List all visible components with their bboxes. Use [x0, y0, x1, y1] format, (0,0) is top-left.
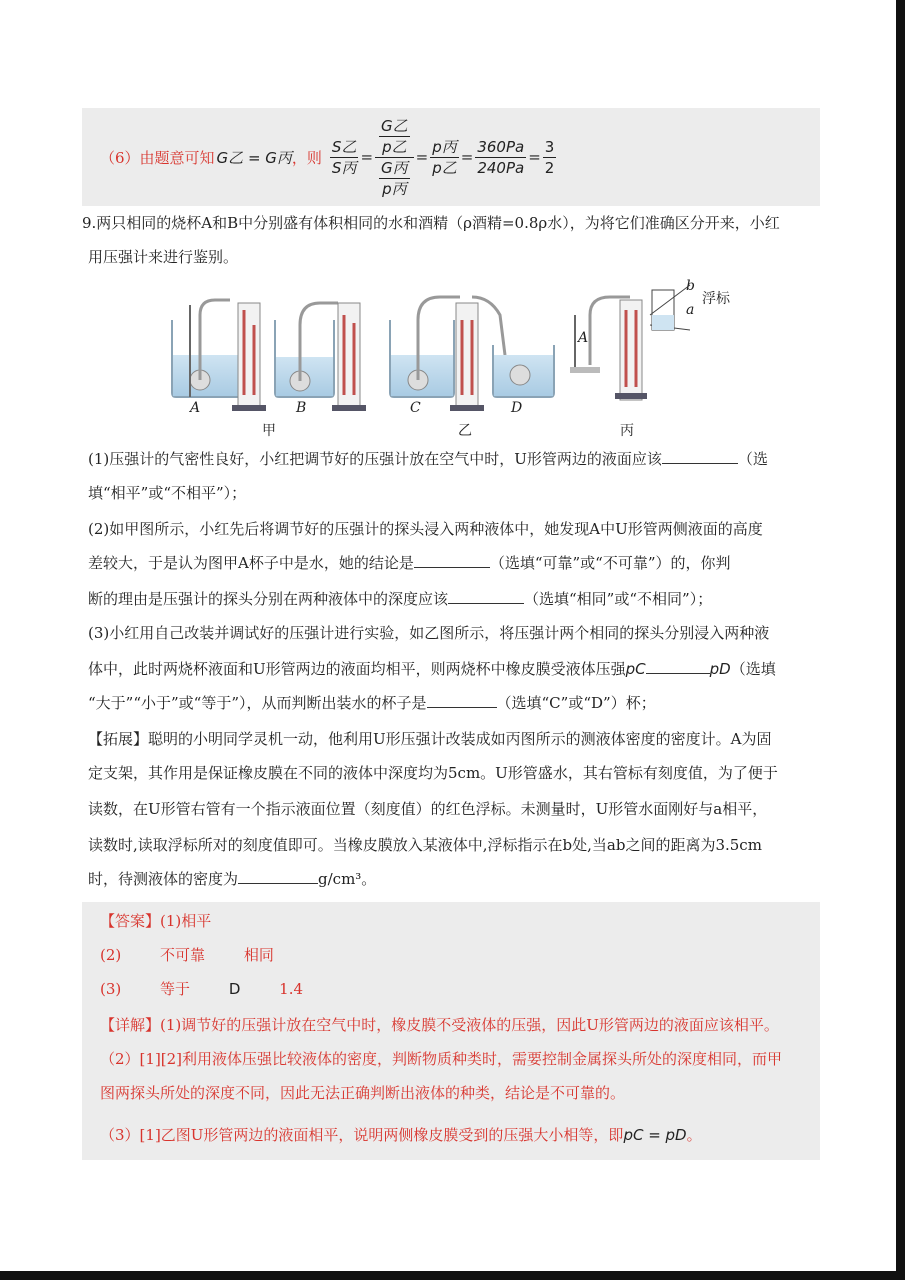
label-mark-b: b: [686, 278, 695, 294]
caption-bing: 丙: [620, 423, 634, 439]
q9-s2-line3: 断的理由是压强计的探头分别在两种液体中的深度应该 （选填“相同”或“不相同”）；: [88, 590, 713, 608]
fraction-result: $\frac{3}{2}$: [544, 137, 555, 177]
answer-line2: (2) 不可靠 相同: [100, 946, 274, 964]
fraction-p: $\frac{\text{p丙}}{\text{p乙}}$: [432, 137, 457, 177]
q9-s2-line2: 差较大，于是认为图甲A杯子中是水，她的结论是 （选填“可靠”或“不可靠”）的，你判: [88, 554, 731, 572]
label-float: 浮标: [702, 291, 730, 307]
q9-s3-line1: (3)小红用自己改装并调试好的压强计进行实验，如乙图所示，将压强计两个相同的探头分别浸入两种液: [88, 624, 770, 642]
part6-eq-left: G乙 = G丙: [216, 148, 292, 167]
detail-line1: 【详解】(1)调节好的压强计放在空气中时，橡皮膜不受液体的压强，因此U形管两边的液面应该相平。: [100, 1016, 779, 1034]
q9-s1-line2: 填“相平”或“不相平”）；: [88, 484, 247, 502]
q9-stem-line2: 用压强计来进行鉴别。: [88, 248, 239, 266]
fraction-g-over-p: $\frac{\frac{\text{G乙}}{\text{p乙}}}{\frac{\text{G丙}}{\text{p丙}}}$: [375, 116, 414, 199]
answer-blank-6[interactable]: [238, 869, 318, 884]
q9-ext-line5: 时，待测液体的密度为 g/cm³。: [88, 870, 377, 888]
label-beaker-d: D: [511, 400, 523, 416]
detail-line3: 图两探头所处的深度不同，因此无法正确判断出液体的种类，结论是不可靠的。: [100, 1084, 626, 1102]
part6-formula: （6）由题意可知 G乙 = G丙 ，则 $\frac{\text{S乙}}{\text{S丙}}$ = $\frac{\frac{\text{G乙}}{\text{p乙}}}{\frac{\text{G丙}}{\text{p丙}}}$ = $\frac{\text{p丙}}{\text{p乙}}$ = $\frac{360Pa}{240Pa}$ = $\frac{3}{2}$: [100, 116, 555, 198]
q9-s1-line1: (1)压强计的气密性良好，小红把调节好的压强计放在空气中时，U形管两边的液面应该 （选: [88, 450, 768, 468]
answer-blank-4[interactable]: [646, 659, 710, 674]
answer-line1: 【答案】(1)相平: [100, 912, 212, 930]
gauge-group-jia: [172, 300, 266, 411]
q9-ext-line4: 读数时,读取浮标所对的刻度值即可。当橡皮膜放入某液体中,浮标指示在b处,当ab之间的距离为3.5cm: [88, 836, 762, 854]
gauge-group-jia-2: [275, 303, 366, 411]
q9-s2-line1: (2)如甲图所示，小红先后将调节好的压强计的探头浸入两种液体中，她发现A中U形管两侧液面的高度: [88, 520, 763, 538]
answer-line3: (3) 等于 D 1.4: [100, 980, 304, 998]
answer-blank-5[interactable]: [427, 693, 497, 708]
page-border-bottom: [0, 1271, 905, 1280]
page-border-right: [896, 0, 905, 1280]
q9-ext-line1: 【拓展】聪明的小明同学灵机一动，他利用U形压强计改装成如丙图所示的测液体密度的密度计。A为固: [88, 730, 772, 748]
label-beaker-a: A: [190, 400, 201, 416]
fraction-s: $\frac{\text{S乙}}{\text{S丙}}$: [331, 137, 357, 177]
part6-lead: （6）由题意可知: [100, 148, 215, 167]
caption-yi: 乙: [458, 423, 472, 439]
answer-blank-2[interactable]: [414, 553, 490, 568]
fraction-pa: $\frac{360Pa}{240Pa}$: [477, 137, 525, 177]
label-support-a: A: [578, 330, 589, 346]
detail-line4: （3）[1]乙图U形管两边的液面相平，说明两侧橡皮膜受到的压强大小相等，即pC = pD。: [100, 1126, 702, 1144]
q9-stem-line1: 9.两只相同的烧杯A和B中分别盛有体积相同的水和酒精（ρ酒精=0.8ρ水），为将它们准确区分开来，小红: [82, 214, 780, 232]
answer-blank-3[interactable]: [448, 589, 524, 604]
label-beaker-c: C: [410, 400, 421, 416]
gauge-group-yi: [390, 297, 554, 411]
pressure-gauge-figure: [160, 275, 760, 440]
q9-ext-line2: 定支架，其作用是保证橡皮膜在不同的液体中深度均为5cm。U形管盛水，其右管标有刻度值，为了便于: [88, 764, 778, 782]
answer-blank-1[interactable]: [662, 449, 738, 464]
part6-then: ，则: [291, 148, 322, 167]
label-beaker-b: B: [296, 400, 307, 416]
q9-s3-line3: “大于”“小于”或“等于”），从而判断出装水的杯子是 （选填“C”或“D”）杯；: [88, 694, 656, 712]
q9-ext-line3: 读数，在U形管右管有一个指示液面位置（刻度值）的红色浮标。未测量时，U形管水面刚好与a相平，: [88, 800, 768, 818]
caption-jia: 甲: [262, 423, 276, 439]
detail-line2: （2）[1][2]利用液体压强比较液体的密度，判断物质种类时，需要控制金属探头所处的深度相同，而甲: [100, 1050, 783, 1068]
q9-s3-line2: 体中，此时两烧杯液面和U形管两边的液面均相平，则两烧杯中橡皮膜受液体压强pC pD（选填: [88, 660, 776, 678]
label-mark-a: a: [686, 302, 695, 318]
